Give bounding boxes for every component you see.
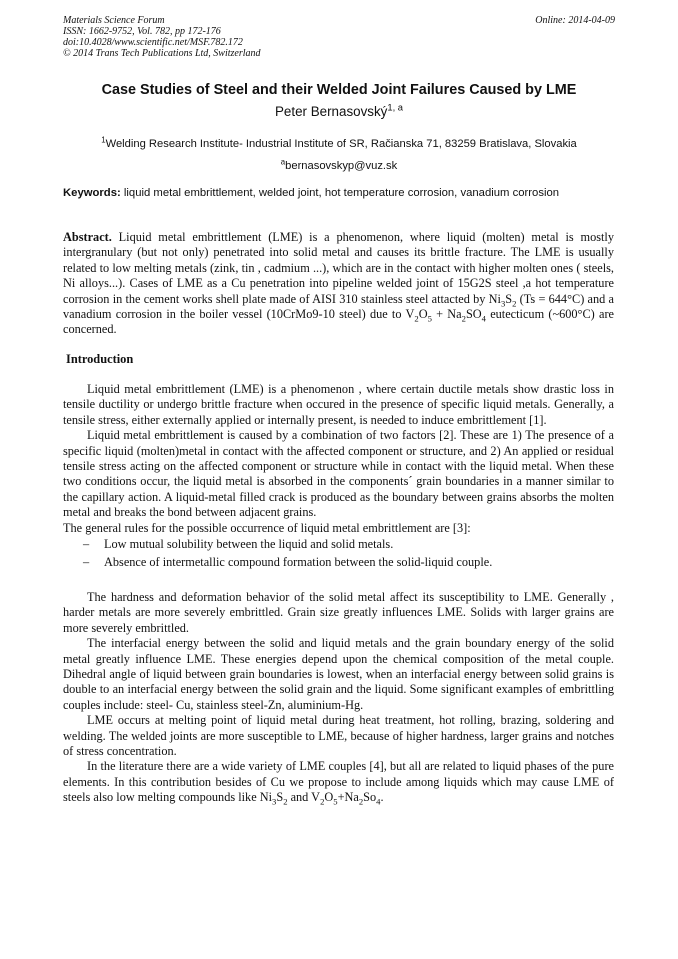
p7-sub-5: 2 <box>358 796 364 807</box>
abstract-text-7: eutecticum (~600°C) are concerned. <box>63 307 615 337</box>
author-name: Peter Bernasovský <box>274 104 388 119</box>
section-heading-introduction: Introduction <box>66 352 134 366</box>
issn-line: ISSN: 1662-9752, Vol. 782, pp 172-176 <box>63 26 221 37</box>
abstract-sub-5: 2 <box>461 313 466 324</box>
intro-paragraph-4: The hardness and deformation behavior of the solid metal affect its susceptibility to LME. Generally , harder metals are more severely embrittled. Grain size greatly influences LME. Solids with larger grains are more severely embrittled. <box>63 589 614 635</box>
list-item-text: Low mutual solubility between the liquid and solid metals. <box>104 537 394 552</box>
abstract-text-4: O <box>418 307 428 322</box>
keywords-text: liquid metal embrittlement, welded joint, hot temperature corrosion, vanadium corrosion <box>123 187 560 199</box>
introduction-body <box>63 382 614 806</box>
intro-paragraph-2: Liquid metal embrittlement is caused by a combination of two factors [2]. These are 1) The presence of a specific liquid (molten)metal in contact with the affected component or structure, and 2) An applied or residual tensile stress acting on the affected component or structure while in contact with the liquid metal. When these two conditions occur, the liquid metal is absorbed in the components´ grain boundaries in a manner similar to the capillary action. A liquid-metal filled crack is produced as the boundary between grains absorbs the molten metal and breaks the bond between adjacent grains. <box>63 428 614 520</box>
paper-title: Case Studies of Steel and their Welded Joint Failures Caused by LME <box>101 82 577 98</box>
intro-paragraph-7 <box>63 759 614 805</box>
list-item-text: Absence of intermetallic compound formation between the solid-liquid couple. <box>104 555 493 570</box>
p7-sub-4: 5 <box>333 796 338 807</box>
journal-name: Materials Science Forum <box>63 15 165 26</box>
p7-text-b: S <box>276 790 284 805</box>
p7-text-d: O <box>324 790 334 805</box>
email-line <box>40 157 638 172</box>
abstract-sub-2: 2 <box>512 298 517 309</box>
list-item <box>63 537 614 552</box>
p7-text-c: and V <box>287 790 321 805</box>
list-item <box>63 555 614 570</box>
p7-text-g: . <box>380 790 384 805</box>
email-mark: a <box>280 157 286 167</box>
dash-bullet: – <box>83 537 90 552</box>
email-address: bernasovskyp@vuz.sk <box>285 160 398 172</box>
author-line <box>40 104 638 119</box>
copyright-line: © 2014 Trans Tech Publications Ltd, Switzerland <box>63 48 261 59</box>
p7-sub-1: 3 <box>272 796 277 807</box>
abstract-sub-3: 2 <box>414 313 419 324</box>
online-date: Online: 2014-04-09 <box>535 15 615 26</box>
p7-sub-3: 2 <box>320 796 325 807</box>
abstract-text-6: SO <box>465 307 482 322</box>
abstract-label: Abstract. <box>63 230 112 244</box>
keywords-label: Keywords: <box>63 187 121 199</box>
rules-list <box>63 537 614 571</box>
abstract <box>63 230 614 338</box>
intro-paragraph-5: The interfacial energy between the solid and liquid metals and the grain boundary energy of the solid metal greatly influence LME. These energies depend upon the chemical composition of the metal couple. Dihedral angle of liquid between grain boundaries is lowest, when an interfacial energy between solid grains is double to an interfacial energy between the solid grain and the liquid. Some significant examples of embrittling couples include: steel- Cu, stainless steel-Zn, aluminium-Hg. <box>63 636 614 712</box>
abstract-text-2: S <box>505 291 513 306</box>
p7-text-e: +Na <box>337 790 359 805</box>
author-marks: 1, a <box>387 102 404 113</box>
affiliation-mark: 1 <box>101 135 106 145</box>
journal-header <box>63 15 615 59</box>
affiliation <box>40 135 638 151</box>
p7-sub-6: 4 <box>376 796 381 807</box>
abstract-sub-1: 3 <box>500 298 506 309</box>
p7-text-a: In the literature there are a wide variety of LME couples [4], but all are related to liquid phases of the pure elements. In this contribution besides of Cu we propose to include among liquids which may cause LME of steels also low melting compounds like Ni <box>63 759 614 805</box>
p7-text-f: So <box>363 790 377 805</box>
affiliation-text: Welding Research Institute- Industrial Institute of SR, Račianska 71, 83259 Bratislava, Slovakia <box>105 138 577 150</box>
abstract-text-5: + Na <box>431 307 462 322</box>
abstract-text-1: Liquid metal embrittlement (LME) is a phenomenon, where liquid (molten) metal is mostly intergranulary (but not only) penetrated into solid metal and causes its brittle fracture. The LME is usually related to low melting metals (zink, tin , cadmium ...), which are in the contact with higher molten ones ( steels, Ni alloys...). Cases of LME as a Cu penetration into pipeline welded joint of 15G2S steel ,a hot temperature corrosion in the cement works shell plate made of AISI 310 stainless steel attacted by Ni <box>63 230 615 306</box>
intro-paragraph-6: LME occurs at melting point of liquid metal during heat treatment, hot rolling, brazing, soldering and welding. The welded joints are more susceptible to LME, because of higher hardness, larger grains and notches of stress concentration. <box>63 713 614 758</box>
abstract-sub-4: 5 <box>427 313 432 324</box>
dash-bullet: – <box>83 555 90 570</box>
doi-line: doi:10.4028/www.scientific.net/MSF.782.172 <box>63 37 243 48</box>
abstract-text-3: (Ts = 644°C) and a vanadium corrosion in the boiler vessel (10CrMo9-10 steel) due to V <box>63 291 615 322</box>
intro-paragraph-1: Liquid metal embrittlement (LME) is a phenomenon , where certain ductile metals show drastic loss in tensile ductility or undergo brittle fracture when occured in the presence of specific liquid metals. Generally, a tensile stress, either externally applied or internally present, is needed to induce embrittlement [1]. <box>63 382 614 427</box>
abstract-sub-6: 4 <box>481 313 486 324</box>
p7-sub-2: 2 <box>283 796 288 807</box>
paragraph-gap <box>63 574 614 590</box>
keywords <box>63 186 614 201</box>
intro-paragraph-3: The general rules for the possible occurrence of liquid metal embrittlement are [3]: <box>63 520 471 535</box>
